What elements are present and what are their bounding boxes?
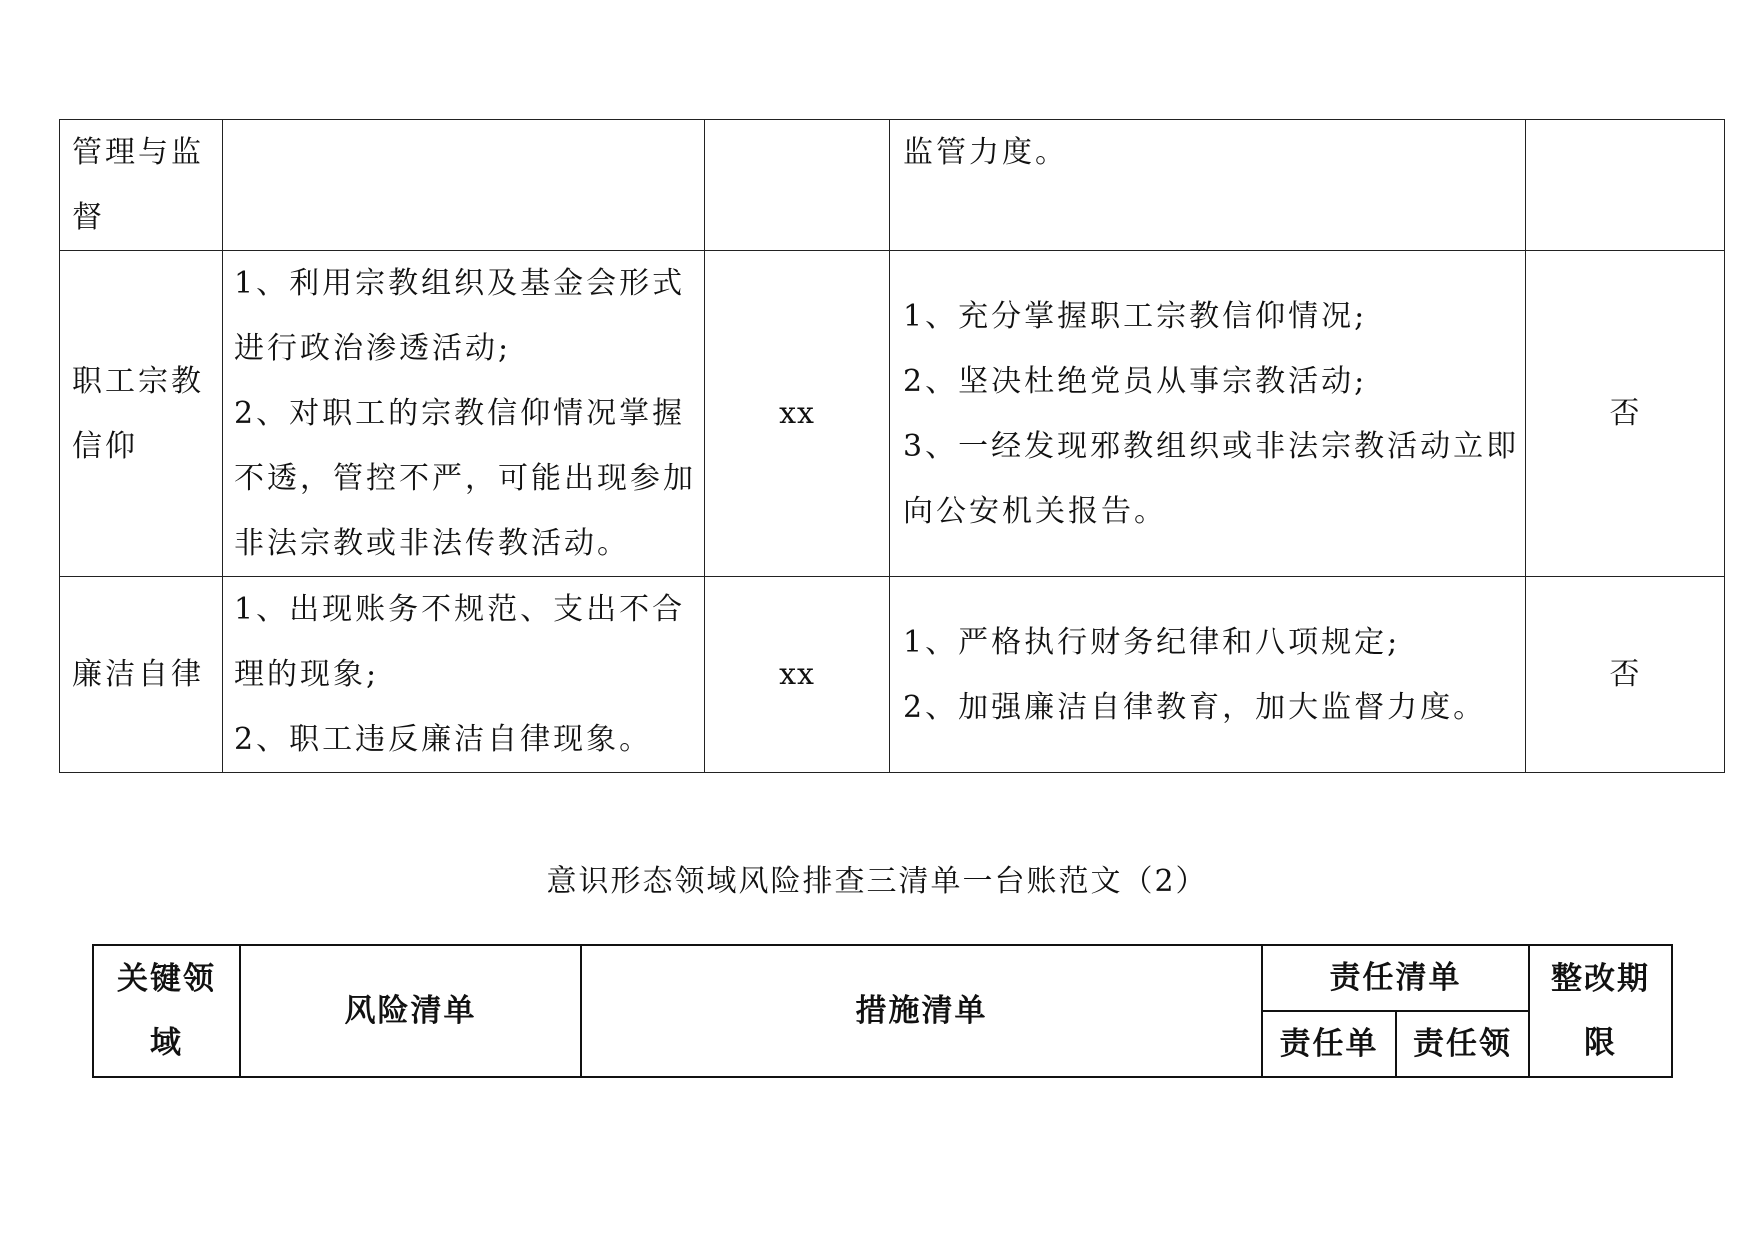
deadline-header-line: 整改期 <box>1551 961 1650 997</box>
risk-item <box>234 707 694 772</box>
measure-item <box>903 675 1513 740</box>
responsibility-list-header: 责任清单 <box>1262 945 1529 1011</box>
risk-list-header: 风险清单 <box>240 945 581 1077</box>
table-row <box>60 251 1725 577</box>
measure-item <box>903 349 1513 414</box>
measure-cell <box>890 577 1526 773</box>
risk-cell <box>223 120 705 251</box>
table-row <box>60 120 1725 251</box>
deadline-header <box>1529 945 1672 1077</box>
domain-line: 廉洁自律 <box>72 657 204 692</box>
domain-cell <box>60 120 223 251</box>
measure-line: 1、严格执行财务纪律和八项规定; <box>903 624 1401 660</box>
measure-line: 监管力度。 <box>903 135 1068 170</box>
ledger-header-table <box>92 944 1673 1078</box>
section-title: 意识形态领域风险排查三清单一台账范文（2） <box>546 864 1208 899</box>
responsible-unit-cell: xx <box>705 251 890 577</box>
domain-cell <box>60 251 223 577</box>
measure-line: 2、坚决杜绝党员从事宗教活动; <box>903 363 1368 399</box>
table-row <box>60 577 1725 773</box>
risk-table-body <box>60 120 1725 773</box>
risk-item <box>234 251 694 381</box>
measure-cell <box>890 251 1526 577</box>
rectify-cell: 否 <box>1526 251 1725 577</box>
domain-line: 信仰 <box>72 428 138 464</box>
key-domain-header-line: 域 <box>150 1025 183 1061</box>
measure-item <box>903 120 1513 185</box>
measure-line: 2、加强廉洁自律教育，加大监督力度。 <box>903 689 1487 725</box>
domain-cell <box>60 577 223 773</box>
responsible-unit-cell: xx <box>705 577 890 773</box>
measure-item <box>903 610 1513 675</box>
measure-line: 1、充分掌握职工宗教信仰情况; <box>903 298 1368 334</box>
risk-item <box>234 381 694 576</box>
risk-cell <box>223 577 705 773</box>
risk-table-continued <box>59 119 1725 773</box>
measure-item <box>903 414 1520 544</box>
responsible-leader-header: 责任领 <box>1396 1011 1529 1077</box>
rectify-cell <box>1526 120 1725 251</box>
risk-line: 进行政治渗透活动; <box>234 331 512 366</box>
domain-line: 督 <box>72 200 105 235</box>
measure-line: 3、一经发现邪教组织或非法宗教活动立即 <box>903 428 1520 464</box>
risk-line: 1、出现账务不规范、支出不合 <box>234 592 686 627</box>
domain-line: 管理与监 <box>72 135 204 170</box>
risk-line: 2、职工违反廉洁自律现象。 <box>234 722 653 757</box>
domain-line: 职工宗教 <box>72 363 204 399</box>
measure-line: 向公安机关报告。 <box>903 493 1167 529</box>
measure-item <box>903 284 1513 349</box>
responsible-unit-cell <box>705 120 890 251</box>
measure-list-header: 措施清单 <box>581 945 1262 1077</box>
risk-line: 理的现象; <box>234 657 380 692</box>
risk-line: 2、对职工的宗教信仰情况掌握 <box>234 396 686 431</box>
measure-cell <box>890 120 1526 251</box>
rectify-cell: 否 <box>1526 577 1725 773</box>
risk-line: 1、利用宗教组织及基金会形式 <box>234 266 686 301</box>
key-domain-header-line: 关键领 <box>117 961 216 997</box>
responsible-unit-header: 责任单 <box>1262 1011 1396 1077</box>
key-domain-header <box>93 945 240 1077</box>
deadline-header-line: 限 <box>1584 1025 1617 1061</box>
risk-cell <box>223 251 705 577</box>
risk-item <box>234 577 694 707</box>
risk-line: 非法宗教或非法传教活动。 <box>234 526 630 561</box>
risk-line: 不透，管控不严，可能出现参加 <box>234 461 696 496</box>
